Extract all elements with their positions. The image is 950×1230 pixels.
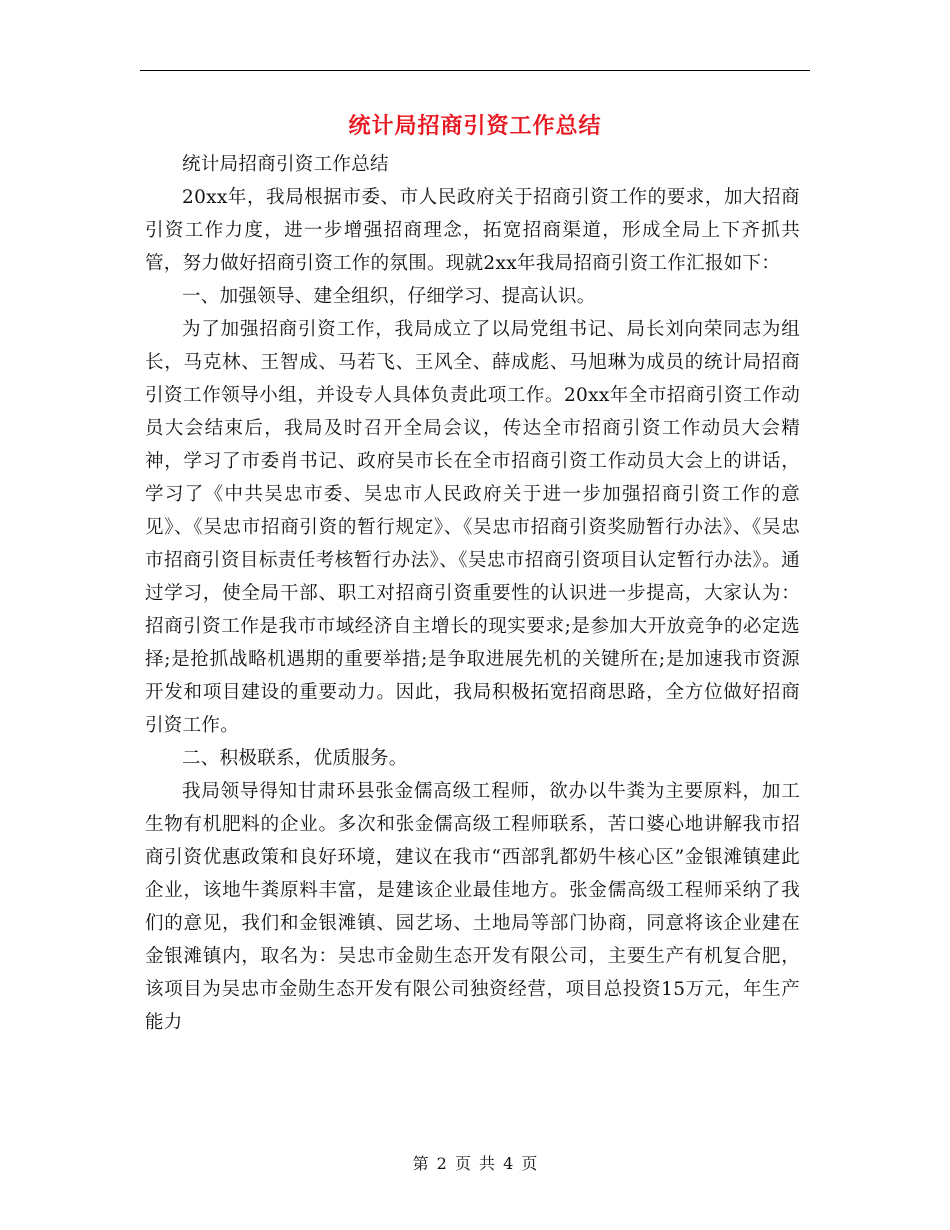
- paragraph-intro: 20xx年，我局根据市委、市人民政府关于招商引资工作的要求，加大招商引资工作力度，进一步增强招商理念，拓宽招商渠道，形成全局上下齐抓共管，努力做好招商引资工作的氛围。现就2xx年我局招商引资工作汇报如下：: [145, 187, 800, 274]
- paragraph-subtitle: 统计局招商引资工作总结: [182, 154, 389, 175]
- document-title: 统计局招商引资工作总结: [348, 113, 602, 139]
- paragraph-section-2: 我局领导得知甘肃环县张金儒高级工程师，欲办以牛粪为主要原料，加工生物有机肥料的企业。多次和张金儒高级工程师联系，苦口婆心地讲解我市招商引资优惠政策和良好环境，建议在我市“西部乳都奶牛核心区”金银滩镇建此企业，该地牛粪原料丰富，是建该企业最佳地方。张金儒高级工程师采纳了我们的意见，我们和金银滩镇、园艺场、土地局等部门协商，同意将该企业建在金银滩镇内，取名为：吴忠市金勋生态开发有限公司，主要生产有机复合肥，该项目为吴忠市金勋生态开发有限公司独资经营，项目总投资15万元，年生产能力: [145, 781, 800, 1033]
- page-number: 第 2 页 共 4 页: [412, 1154, 538, 1173]
- header-rule: [140, 70, 810, 71]
- section-heading-1: 一、加强领导、建全组织，仔细学习、提高认识。: [182, 286, 596, 307]
- document-body: [145, 148, 800, 1039]
- section-heading-2: 二、积极联系，优质服务。: [182, 748, 408, 769]
- paragraph-section-1: 为了加强招商引资工作，我局成立了以局党组书记、局长刘向荣同志为组长，马克林、王智成、马若飞、王风全、薛成彪、马旭琳为成员的统计局招商引资工作领导小组，并设专人具体负责此项工作。20xx年全市招商引资工作动员大会结束后，我局及时召开全局会议，传达全市招商引资工作动员大会精神，学习了市委肖书记、政府吴市长在全市招商引资工作动员大会上的讲话，学习了《中共吴忠市委、吴忠市人民政府关于进一步加强招商引资工作的意见》、《吴忠市招商引资的暂行规定》、《吴忠市招商引资奖励暂行办法》、《吴忠市招商引资目标责任考核暂行办法》、《吴忠市招商引资项目认定暂行办法》。通过学习，使全局干部、职工对招商引资重要性的认识进一步提高，大家认为：招商引资工作是我市市域经济自主增长的现实要求;是参加大开放竞争的必定选择;是抢抓战略机遇期的重要举措;是争取进展先机的关键所在;是加速我市资源开发和项目建设的重要动力。因此，我局积极拓宽招商思路，全方位做好招商引资工作。: [145, 319, 800, 736]
